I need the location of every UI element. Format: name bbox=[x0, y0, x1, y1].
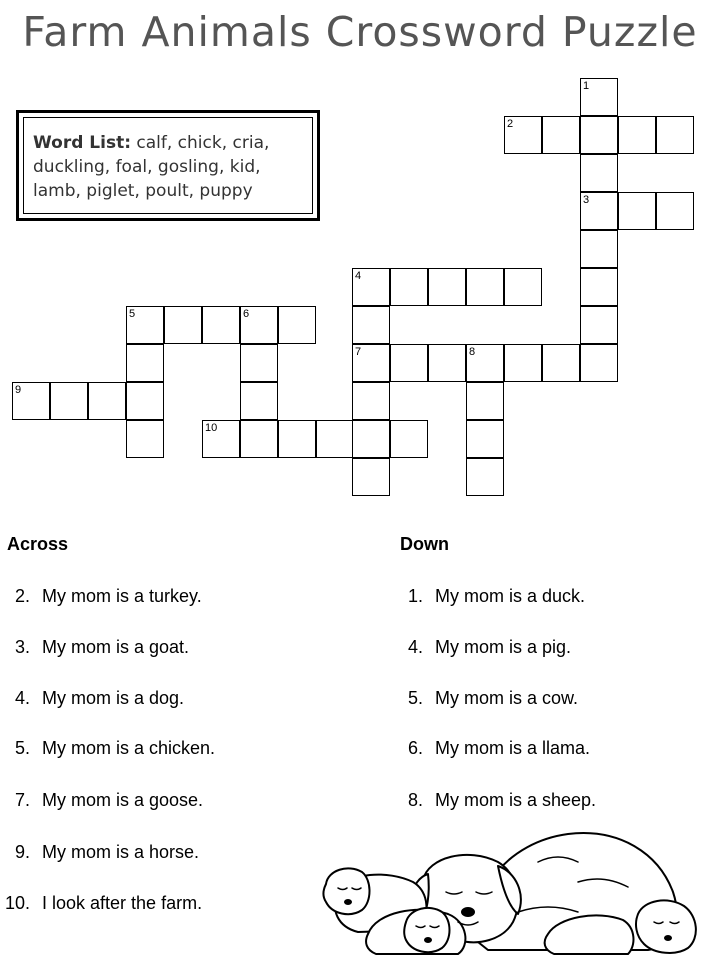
cell-number: 2 bbox=[507, 118, 514, 130]
grid-cell[interactable] bbox=[466, 344, 504, 382]
grid-cell[interactable] bbox=[240, 420, 278, 458]
clue-text: My mom is a goose. bbox=[42, 790, 204, 810]
cell-number: 8 bbox=[469, 346, 476, 358]
clue-number: 7. bbox=[14, 790, 30, 810]
clue-down-6 bbox=[393, 738, 590, 759]
clue-across-7 bbox=[0, 790, 203, 811]
clue-text: My mom is a horse. bbox=[42, 842, 200, 862]
clue-text: My mom is a llama. bbox=[435, 738, 591, 758]
grid-cell[interactable] bbox=[504, 344, 542, 382]
grid-cell[interactable] bbox=[466, 382, 504, 420]
grid-cell[interactable] bbox=[164, 306, 202, 344]
clue-text: My mom is a dog. bbox=[42, 688, 185, 708]
clue-number: 1. bbox=[407, 586, 423, 606]
left-pup-head bbox=[323, 868, 369, 914]
word-list-label: Word List: bbox=[33, 133, 131, 153]
grid-cell[interactable] bbox=[202, 306, 240, 344]
grid-cell[interactable] bbox=[352, 306, 390, 344]
grid-cell[interactable] bbox=[618, 192, 656, 230]
grid-cell[interactable] bbox=[504, 268, 542, 306]
grid-cell[interactable] bbox=[466, 458, 504, 496]
middle-pup-head bbox=[404, 908, 449, 952]
grid-cell[interactable] bbox=[352, 458, 390, 496]
grid-cell[interactable] bbox=[580, 306, 618, 344]
grid-cell[interactable] bbox=[50, 382, 88, 420]
grid-cell[interactable] bbox=[580, 78, 618, 116]
clue-across-9 bbox=[0, 842, 199, 863]
grid-cell[interactable] bbox=[580, 116, 618, 154]
clue-number: 4. bbox=[407, 637, 423, 657]
grid-cell[interactable] bbox=[580, 192, 618, 230]
grid-cell[interactable] bbox=[542, 116, 580, 154]
cell-number: 9 bbox=[15, 384, 22, 396]
grid-cell[interactable] bbox=[390, 268, 428, 306]
clue-text: I look after the farm. bbox=[42, 893, 203, 913]
clue-number: 10. bbox=[4, 893, 30, 913]
right-pup-nose bbox=[664, 935, 672, 941]
cell-number: 4 bbox=[355, 270, 362, 282]
clue-text: My mom is a duck. bbox=[435, 586, 586, 606]
right-pup-head bbox=[636, 900, 696, 952]
grid-cell[interactable] bbox=[656, 192, 694, 230]
clue-across-5 bbox=[0, 738, 215, 759]
grid-cell[interactable] bbox=[352, 420, 390, 458]
grid-cell[interactable] bbox=[428, 268, 466, 306]
clue-down-5 bbox=[393, 688, 578, 709]
grid-cell[interactable] bbox=[240, 344, 278, 382]
cell-number: 5 bbox=[129, 308, 136, 320]
grid-cell[interactable] bbox=[88, 382, 126, 420]
grid-cell[interactable] bbox=[656, 116, 694, 154]
grid-cell[interactable] bbox=[352, 382, 390, 420]
grid-cell[interactable] bbox=[126, 306, 164, 344]
cell-number: 7 bbox=[355, 346, 362, 358]
clue-down-1 bbox=[393, 586, 585, 607]
clue-text: My mom is a pig. bbox=[435, 637, 572, 657]
left-pup-nose bbox=[344, 899, 352, 905]
cell-number: 1 bbox=[583, 80, 590, 92]
clue-down-4 bbox=[393, 637, 571, 658]
clue-down-8 bbox=[393, 790, 596, 811]
grid-cell[interactable] bbox=[504, 116, 542, 154]
clue-text: My mom is a chicken. bbox=[42, 738, 216, 758]
clue-text: My mom is a cow. bbox=[435, 688, 579, 708]
grid-cell[interactable] bbox=[240, 382, 278, 420]
grid-cell[interactable] bbox=[390, 420, 428, 458]
clue-across-2 bbox=[0, 586, 202, 607]
clue-text: My mom is a sheep. bbox=[435, 790, 597, 810]
middle-pup-nose bbox=[424, 937, 432, 943]
cell-number: 10 bbox=[205, 422, 218, 434]
grid-cell[interactable] bbox=[428, 344, 466, 382]
grid-cell[interactable] bbox=[12, 382, 50, 420]
grid-cell[interactable] bbox=[202, 420, 240, 458]
clue-number: 5. bbox=[14, 738, 30, 758]
grid-cell[interactable] bbox=[240, 306, 278, 344]
grid-cell[interactable] bbox=[580, 268, 618, 306]
cell-number: 6 bbox=[243, 308, 250, 320]
clue-number: 5. bbox=[407, 688, 423, 708]
page-title: Farm Animals Crossword Puzzle bbox=[22, 8, 698, 56]
grid-cell[interactable] bbox=[126, 420, 164, 458]
grid-cell[interactable] bbox=[466, 268, 504, 306]
grid-cell[interactable] bbox=[316, 420, 354, 458]
grid-cell[interactable] bbox=[278, 306, 316, 344]
grid-cell[interactable] bbox=[618, 116, 656, 154]
grid-cell[interactable] bbox=[126, 382, 164, 420]
sleeping-puppies-illustration bbox=[318, 822, 708, 956]
grid-cell[interactable] bbox=[580, 154, 618, 192]
clue-number: 4. bbox=[14, 688, 30, 708]
clue-text: My mom is a turkey. bbox=[42, 586, 202, 606]
cell-number: 3 bbox=[583, 194, 590, 206]
grid-cell[interactable] bbox=[390, 344, 428, 382]
clue-number: 6. bbox=[407, 738, 423, 758]
word-list-words: calf, chick, cria, duckling, foal, gosling, kid, lamb, piglet, poult, puppy bbox=[33, 133, 270, 201]
clue-number: 9. bbox=[14, 842, 30, 862]
clue-across-3 bbox=[0, 637, 189, 658]
grid-cell[interactable] bbox=[466, 420, 504, 458]
across-heading: Across bbox=[7, 534, 69, 554]
grid-cell[interactable] bbox=[278, 420, 316, 458]
grid-cell[interactable] bbox=[126, 344, 164, 382]
mother-dog-nose bbox=[461, 907, 475, 917]
clue-across-10 bbox=[0, 893, 202, 914]
grid-cell[interactable] bbox=[352, 344, 390, 382]
down-heading: Down bbox=[400, 534, 449, 554]
clue-number: 8. bbox=[407, 790, 423, 810]
grid-cell[interactable] bbox=[580, 344, 618, 382]
grid-cell[interactable] bbox=[352, 268, 390, 306]
clue-text: My mom is a goat. bbox=[42, 637, 190, 657]
grid-cell[interactable] bbox=[542, 344, 580, 382]
clue-number: 2. bbox=[14, 586, 30, 606]
clue-number: 3. bbox=[14, 637, 30, 657]
grid-cell[interactable] bbox=[580, 230, 618, 268]
clue-across-4 bbox=[0, 688, 184, 709]
